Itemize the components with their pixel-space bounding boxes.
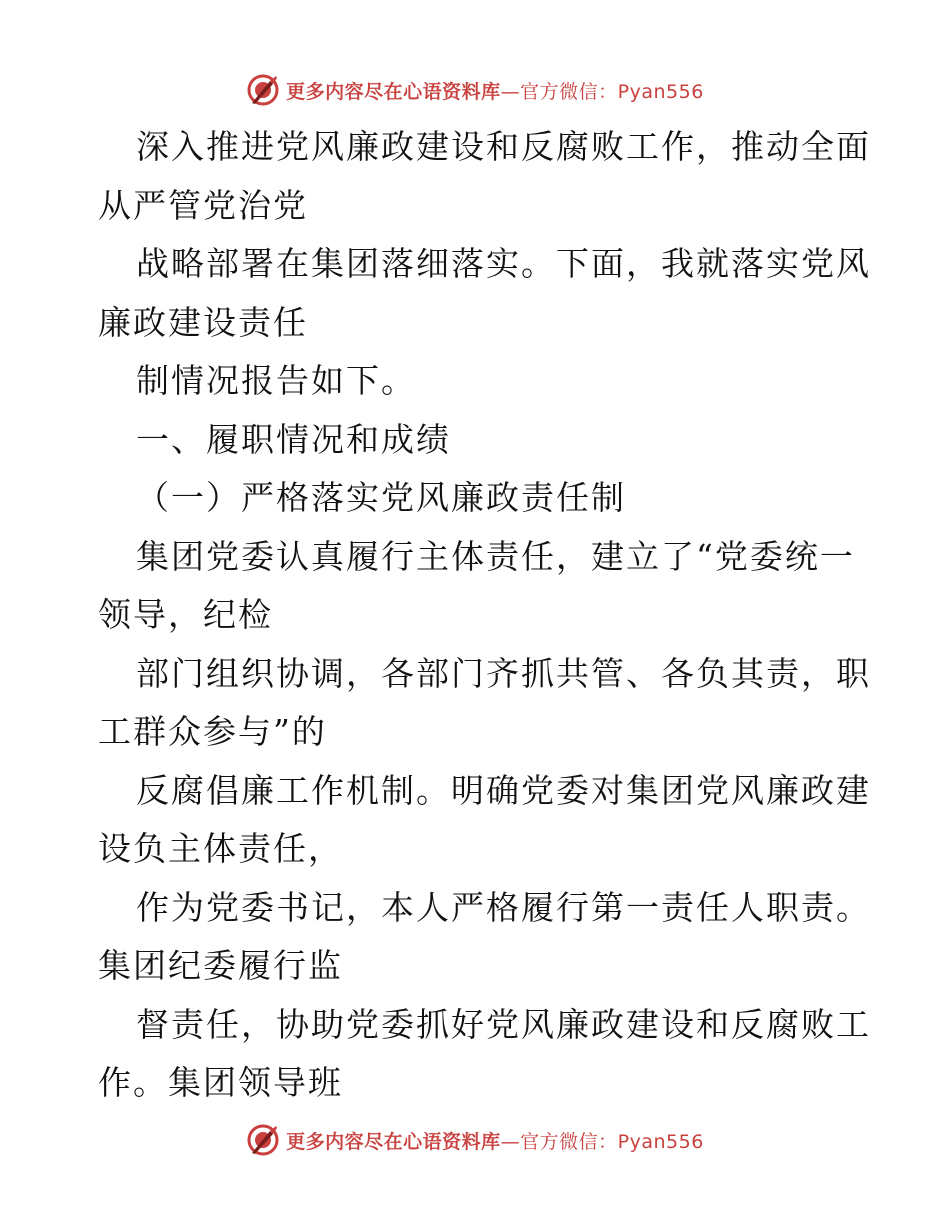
paragraph-line: 从严管党治党 bbox=[98, 185, 308, 225]
paragraph-line: 作为党委书记，本人严格履行第一责任人职责。 bbox=[136, 887, 871, 927]
paragraph-line: 领导，纪检 bbox=[98, 595, 273, 634]
document-body bbox=[98, 118, 871, 1113]
paragraph-line: 反腐倡廉工作机制。明确党委对集团党风廉政建 bbox=[136, 770, 871, 810]
paragraph-line: 集团纪委履行监 bbox=[98, 946, 343, 985]
paragraph-line: 集团党委认真履行主体责任，建立了“党委统一 bbox=[136, 536, 855, 576]
paragraph-line: 督责任，协助党委抓好党风廉政建设和反腐败工 bbox=[136, 1004, 871, 1044]
paragraph-line: 廉政建设责任 bbox=[98, 302, 308, 342]
section-heading: 一、履职情况和成绩 bbox=[136, 419, 451, 459]
paragraph-line: 部门组织协调，各部门齐抓共管、各负其责，职 bbox=[136, 653, 871, 693]
quill-seal-icon bbox=[246, 73, 280, 107]
paragraph-line: 深入推进党风廉政建设和反腐败工作，推动全面 bbox=[136, 127, 871, 166]
paragraph-line: 战略部署在集团落细落实。下面，我就落实党风 bbox=[136, 244, 871, 283]
quill-seal-icon bbox=[246, 1123, 280, 1157]
footer-watermark-text: 更多内容尽在心语资料库—官方微信：Pyan556 bbox=[286, 1130, 704, 1153]
footer-watermark-banner bbox=[0, 1120, 950, 1160]
paragraph-line: 设负主体责任， bbox=[98, 829, 343, 868]
subsection-heading: （一）严格落实党风廉政责任制 bbox=[136, 478, 626, 517]
paragraph-line: 作。集团领导班 bbox=[98, 1063, 343, 1102]
header-watermark-text: 更多内容尽在心语资料库—官方微信：Pyan556 bbox=[286, 80, 704, 103]
paragraph-line: 工群众参与”的 bbox=[98, 712, 327, 751]
paragraph-line: 制情况报告如下。 bbox=[136, 361, 416, 400]
header-watermark-banner bbox=[0, 70, 950, 110]
